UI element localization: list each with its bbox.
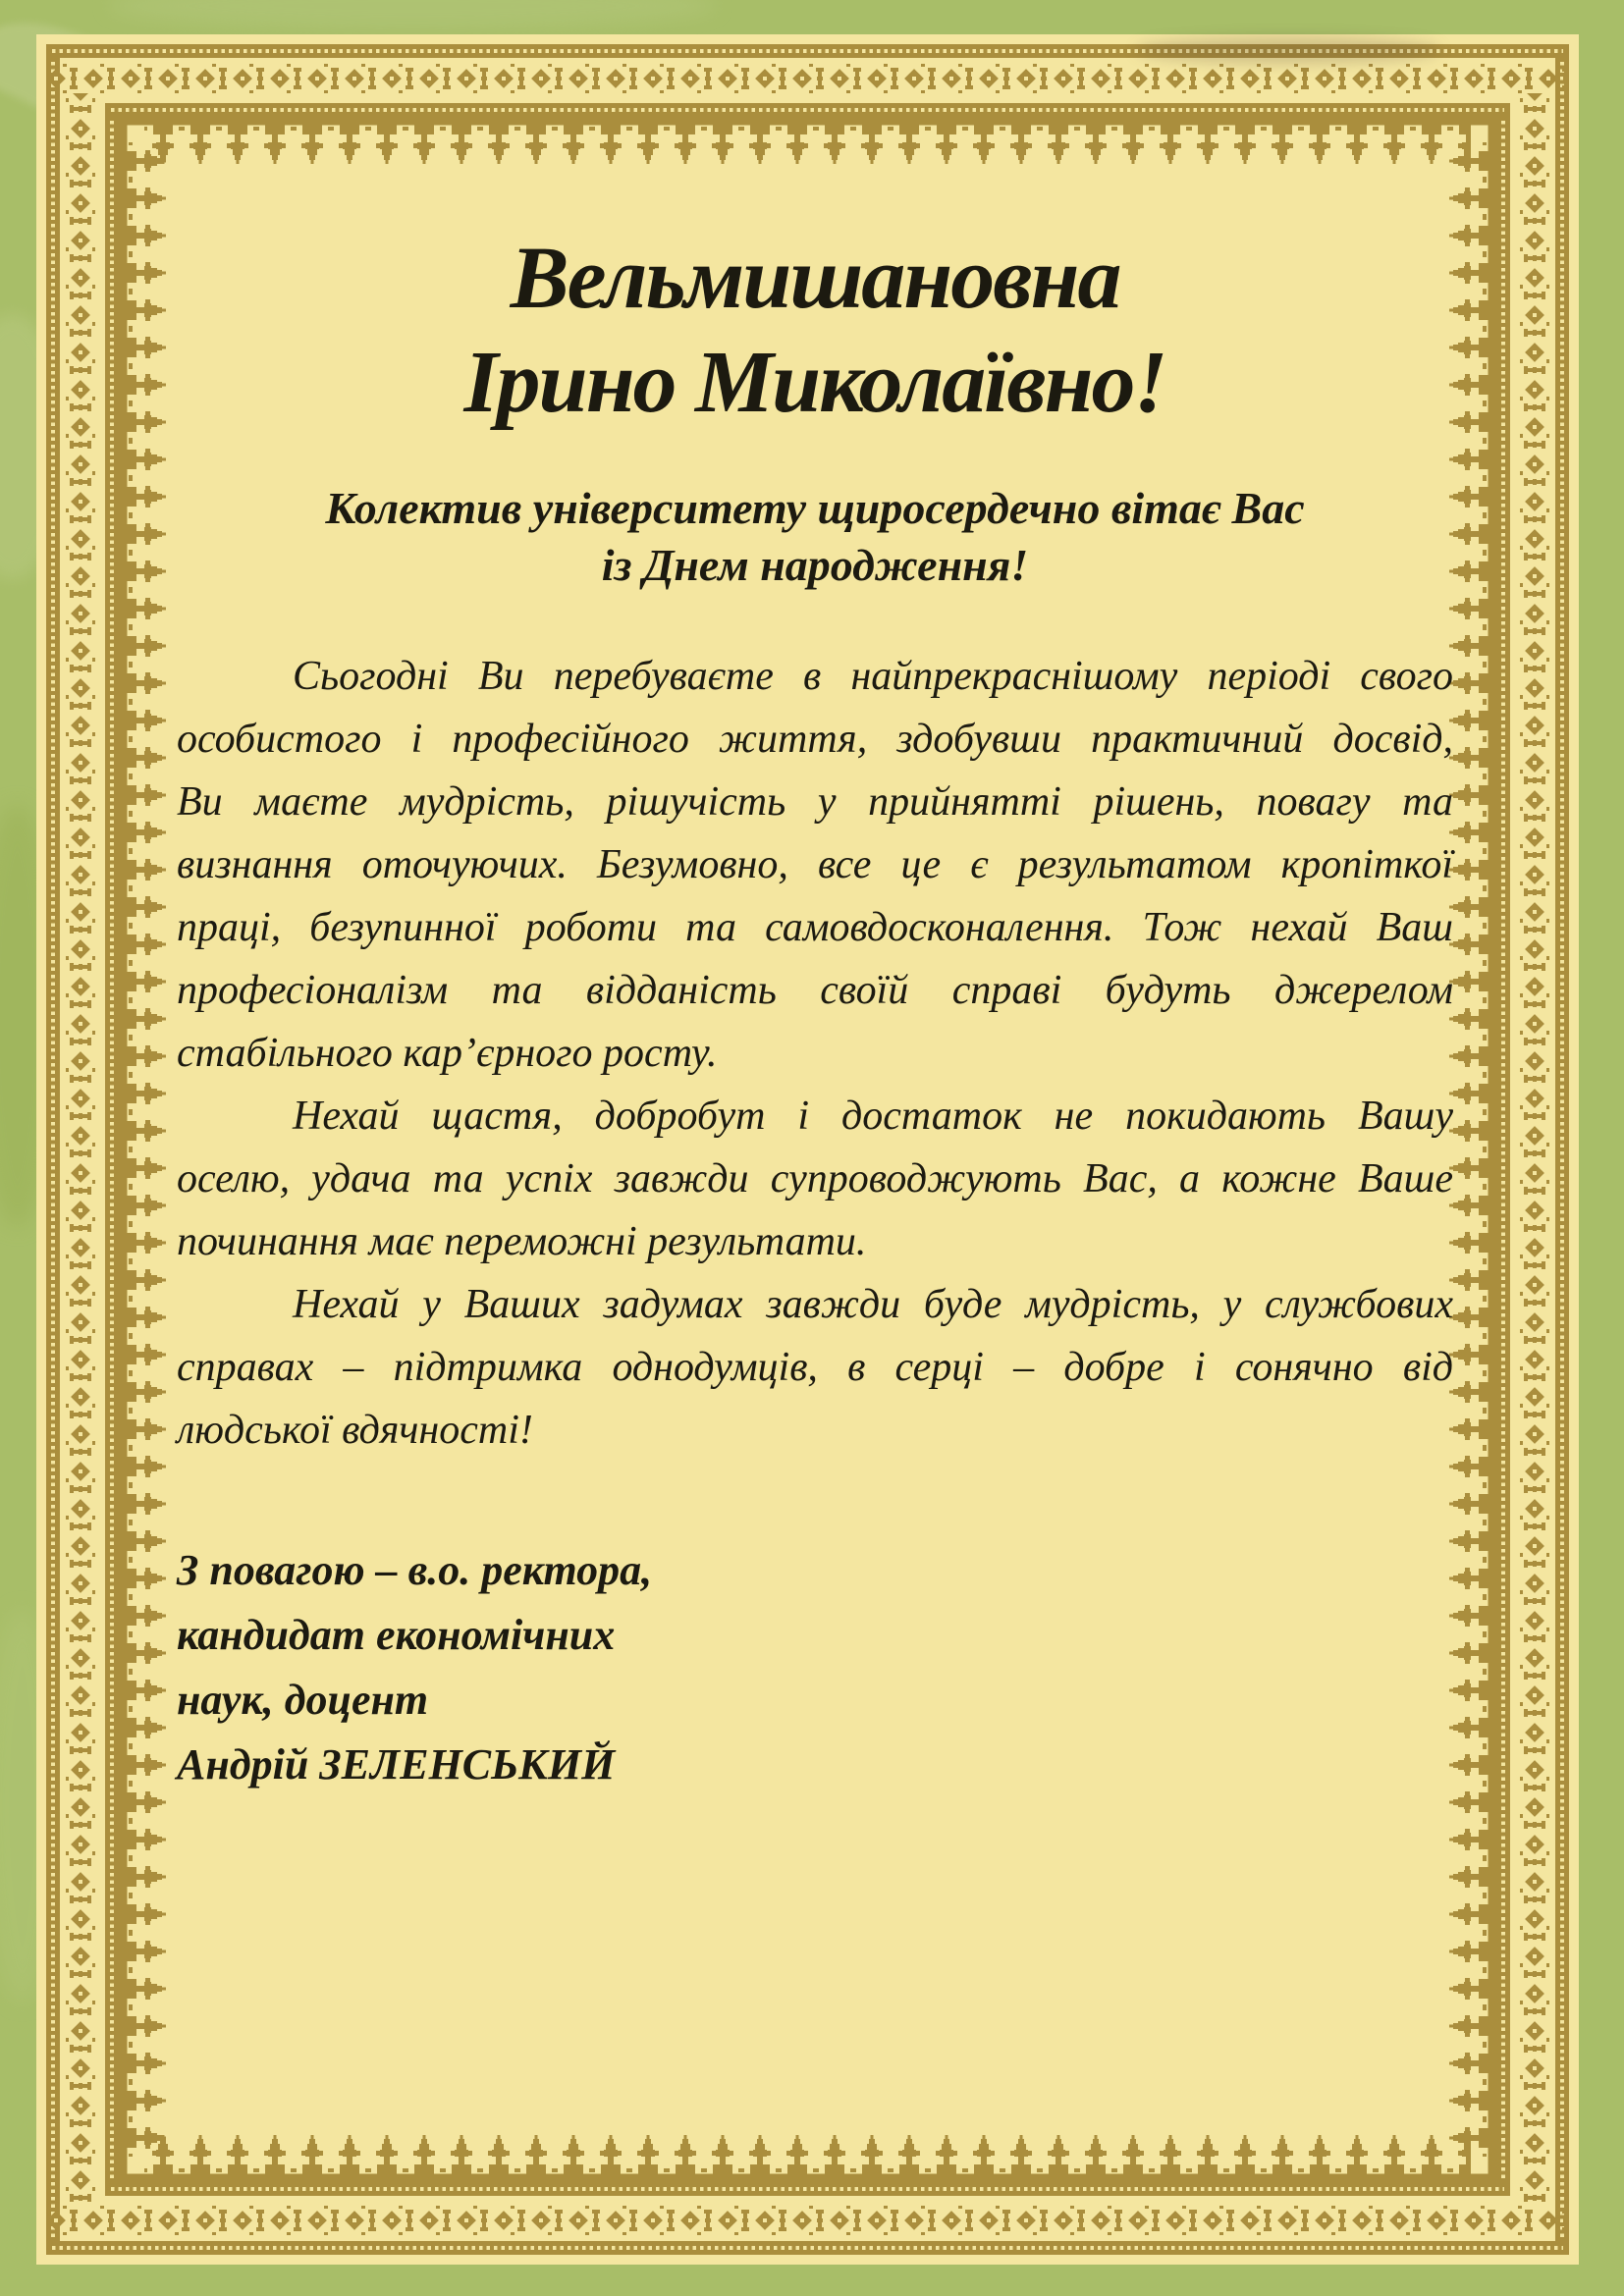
body-line: професіоналізм та відданість своїй справі будуть джерелом — [177, 968, 1453, 1013]
subtitle-line-2: із Днем народження! — [601, 540, 1029, 590]
body-line: Ви маєте мудрість, рішучість у прийнятті рішень, повагу та — [177, 779, 1453, 825]
signature-line-4: Андрій ЗЕЛЕНСЬКИЙ — [177, 1740, 616, 1789]
greeting-subtitle — [177, 480, 1453, 594]
signature-block — [177, 1538, 1453, 1797]
signature-line-1: З повагою – в.о. ректора, — [177, 1546, 653, 1594]
body-line: стабільного кар’єрного росту. — [177, 1031, 718, 1076]
body-line: особистого і професійного життя, здобувши практичний досвід, — [177, 717, 1453, 762]
body-line: праці, безупинної роботи та самовдосконалення. Тож нехай Ваш — [177, 905, 1453, 950]
body-line: починання має переможні результати. — [177, 1219, 867, 1264]
body-line: визнання оточуючих. Безумовно, все це є результатом кропіткої — [177, 842, 1453, 887]
leaf-decoration — [108, 0, 717, 29]
greeting-page — [36, 34, 1579, 2265]
body-line: оселю, удача та успіх завжди супроводжують Вас, а кожне Ваше — [177, 1156, 1453, 1201]
subtitle-line-1: Колектив університету щиросердечно вітає Вас — [325, 483, 1305, 533]
page-title — [177, 227, 1453, 435]
body-line: Нехай щастя, добробут і достаток не покидають Вашу — [293, 1094, 1453, 1139]
body-line: людської вдячності! — [177, 1408, 533, 1453]
signature-line-2: кандидат економічних — [177, 1611, 616, 1659]
title-line-1: Вельмишановна — [510, 230, 1120, 327]
title-line-2: Ірино Миколаївно! — [463, 334, 1166, 431]
letter-body — [177, 645, 1453, 1462]
signature-line-3: наук, доцент — [177, 1676, 429, 1724]
letter-content — [177, 34, 1453, 2265]
body-line: Нехай у Ваших задумах завжди буде мудрість, у службових — [293, 1282, 1453, 1327]
body-line: справах – підтримка однодумців, в серці – добре і сонячно від — [177, 1345, 1453, 1390]
body-line: Сьогодні Ви перебуваєте в найпрекраснішому періоді свого — [293, 654, 1453, 699]
